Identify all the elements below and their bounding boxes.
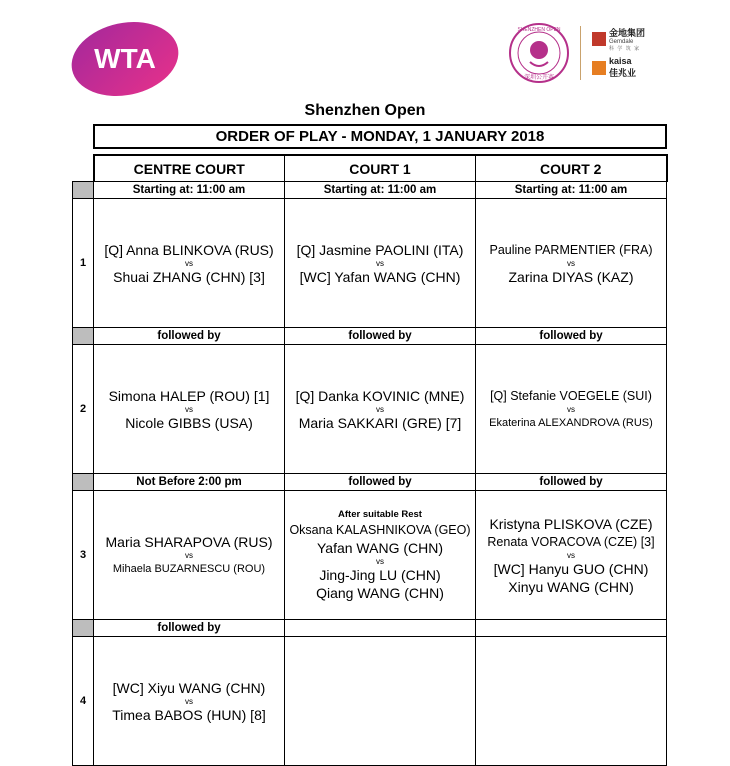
round-label-spacer (73, 474, 94, 491)
player-1: [Q] Danka KOVINIC (MNE) (295, 387, 465, 404)
vs-label: vs (567, 258, 575, 268)
match-cell (285, 199, 476, 328)
player-2b: Xinyu WANG (CHN) (508, 578, 634, 595)
player-2: Mihaela BUZARNESCU (ROU) (112, 562, 266, 575)
sponsor1-name: 金地集团 (609, 28, 646, 38)
gemdale-icon (592, 32, 606, 46)
match-cell (476, 199, 667, 328)
vs-label: vs (185, 550, 193, 560)
player-1b: Renata VORACOVA (CZE) [3] (487, 534, 655, 549)
sponsor1-sub: 科 学 筑 家 (609, 46, 641, 52)
match-cell (285, 345, 476, 474)
corner-blank (73, 155, 94, 182)
round-label-spacer (73, 328, 94, 345)
match-cell (476, 345, 667, 474)
rest-note: After suitable Rest (338, 508, 422, 520)
empty-match-cell (285, 637, 476, 766)
player-2: Ekaterina ALEXANDROVA (RUS) (489, 416, 653, 429)
player-2a: Jing-Jing LU (CHN) (319, 566, 441, 583)
vs-label: vs (376, 404, 384, 414)
vs-label: vs (567, 550, 575, 560)
vs-label: vs (185, 258, 193, 268)
shenzhen-open-logo (508, 22, 570, 84)
round-1-start-court2: Starting at: 11:00 am (476, 182, 667, 199)
logo-divider (580, 26, 581, 80)
round-1-start-centre: Starting at: 11:00 am (94, 182, 285, 199)
court-header-centre: CENTRE COURT (94, 155, 285, 182)
player-1: [WC] Xiyu WANG (CHN) (112, 679, 266, 696)
round-2-label-centre: followed by (94, 328, 285, 345)
player-2: Maria SAKKARI (GRE) [7] (298, 414, 462, 431)
round-4-label-court2 (476, 620, 667, 637)
player-1b: Yafan WANG (CHN) (316, 539, 443, 556)
sponsor1-brand: Gemdale (609, 39, 634, 45)
kaisa-icon (592, 61, 606, 75)
player-1a: Kristyna PLISKOVA (CZE) (489, 515, 653, 532)
player-2: Nicole GIBBS (USA) (125, 414, 253, 431)
player-1a: Oksana KALASHNIKOVA (GEO) (289, 522, 471, 537)
schedule-table (72, 154, 668, 766)
player-2: Timea BABOS (HUN) [8] (112, 706, 266, 723)
vs-label: vs (376, 258, 384, 268)
match-cell (285, 491, 476, 620)
match-cell (94, 199, 285, 328)
sponsor-gemdale (592, 26, 645, 52)
order-of-play-title: ORDER OF PLAY - MONDAY, 1 JANUARY 2018 (93, 124, 667, 149)
player-1: Pauline PARMENTIER (FRA) (489, 242, 653, 257)
player-1: [Q] Jasmine PAOLINI (ITA) (296, 241, 464, 258)
player-1: Maria SHARAPOVA (RUS) (105, 533, 273, 550)
round-4-label-centre: followed by (94, 620, 285, 637)
round-number: 4 (73, 637, 94, 766)
wta-logo-text: WTA (94, 43, 156, 74)
player-2: Zarina DIYAS (KAZ) (508, 268, 634, 285)
match-cell (94, 637, 285, 766)
round-number: 1 (73, 199, 94, 328)
match-cell (94, 491, 285, 620)
round-2-label-court2: followed by (476, 328, 667, 345)
tournament-title: Shenzhen Open (304, 102, 426, 119)
match-cell (94, 345, 285, 474)
vs-label: vs (567, 404, 575, 414)
round-3-label-court2: followed by (476, 474, 667, 491)
player-1: Simona HALEP (ROU) [1] (108, 387, 270, 404)
round-label-spacer (73, 182, 94, 199)
player-2: [WC] Yafan WANG (CHN) (299, 268, 461, 285)
player-1: [Q] Stefanie VOEGELE (SUI) (490, 388, 652, 403)
sponsor2-brand: kaisa (609, 56, 632, 66)
vs-label: vs (376, 556, 384, 566)
player-2a: [WC] Hanyu GUO (CHN) (493, 560, 649, 577)
shenzhen-logo-text: SHENZHEN OPEN (517, 27, 561, 33)
vs-label: vs (185, 404, 193, 414)
round-2-label-court1: followed by (285, 328, 476, 345)
round-number: 2 (73, 345, 94, 474)
match-cell (476, 491, 667, 620)
court-header-1: COURT 1 (285, 155, 476, 182)
round-1-start-court1: Starting at: 11:00 am (285, 182, 476, 199)
wta-logo (70, 20, 180, 98)
sponsor-kaisa (592, 56, 636, 79)
round-3-label-centre: Not Before 2:00 pm (94, 474, 285, 491)
sponsor2-name: 佳兆业 (609, 68, 637, 78)
empty-match-cell (476, 637, 667, 766)
shenzhen-logo-cn: 深圳公开赛 (523, 74, 555, 81)
player-2: Shuai ZHANG (CHN) [3] (113, 268, 265, 285)
player-2b: Qiang WANG (CHN) (316, 584, 444, 601)
player-1: [Q] Anna BLINKOVA (RUS) (104, 241, 274, 258)
vs-label: vs (185, 696, 193, 706)
round-number: 3 (73, 491, 94, 620)
court-header-2: COURT 2 (476, 155, 667, 182)
round-4-label-court1 (285, 620, 476, 637)
round-label-spacer (73, 620, 94, 637)
round-3-label-court1: followed by (285, 474, 476, 491)
